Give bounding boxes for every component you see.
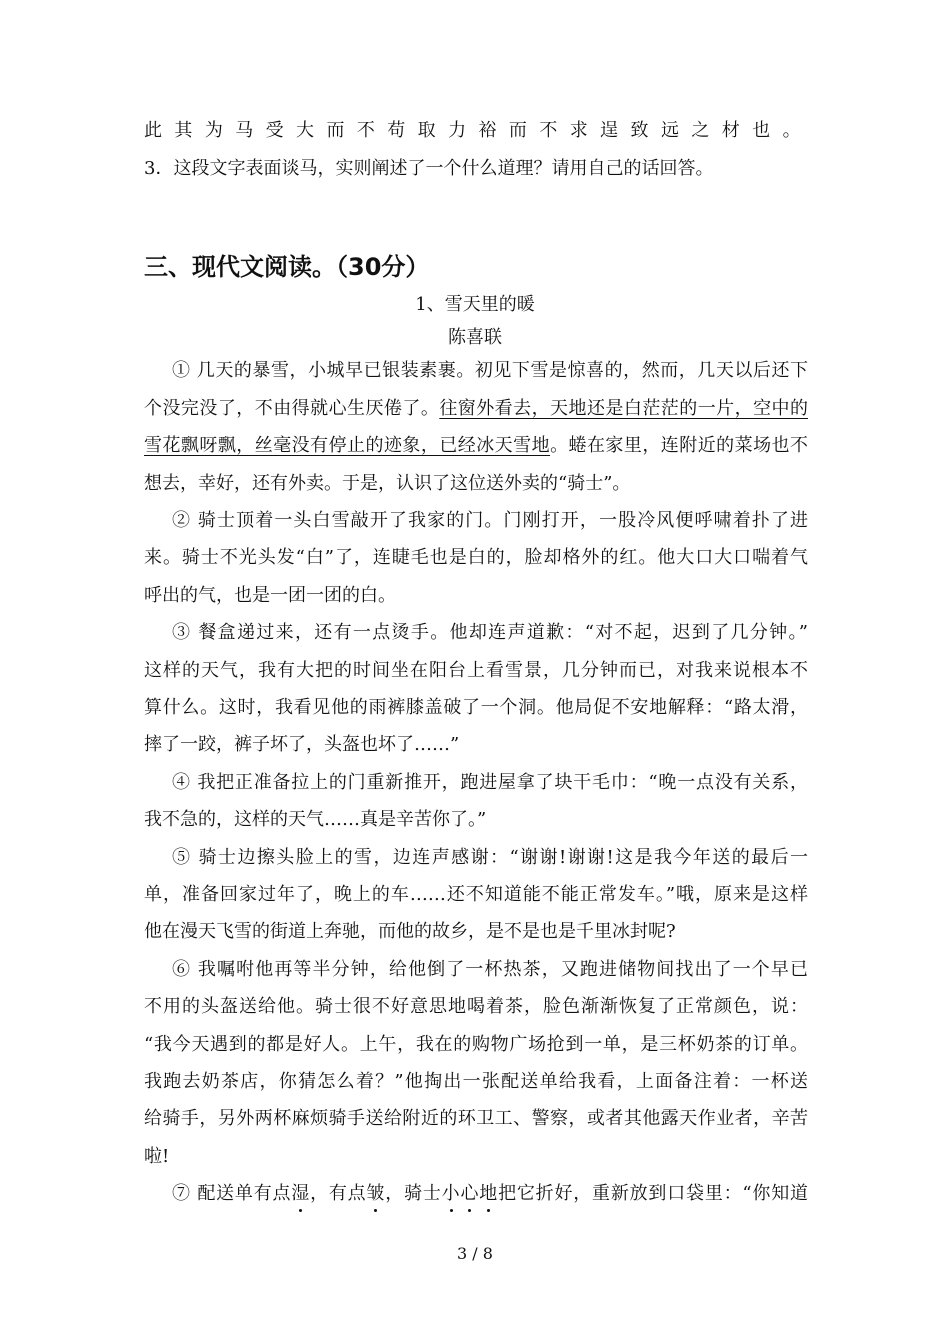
paragraph-line: 不用的头盔送给他。骑士很不好意思地喝着茶，脸色渐渐恢复了正常颜色，说： xyxy=(144,996,808,1017)
paragraph-line xyxy=(144,434,808,458)
paragraph-line: ④ 我把正准备拉上的门重新推开，跑进屋拿了块干毛巾：“晚一点没有关系， xyxy=(172,772,808,793)
paragraph-line: 摔了一跤，裤子坏了，头盔也坏了……” xyxy=(144,734,460,755)
text-run: 把它折好，重新放到口袋里：“你知道 xyxy=(498,1183,808,1204)
paragraph-line: 来。骑士不光头发“白”了，连睫毛也是白的，脸却格外的红。他大口大口喘着气 xyxy=(144,547,808,568)
underlined-sentence: 往窗外看去，天地还是白茫茫的一片，空中的 xyxy=(439,398,808,419)
paragraph-line xyxy=(144,397,808,421)
paragraph-line xyxy=(172,1182,808,1206)
paragraph-line: “我今天遇到的都是好人。上午，我在的购物广场抢到一单，是三杯奶茶的订单。 xyxy=(144,1034,808,1055)
paragraph-line: 想去，幸好，还有外卖。于是，认识了这位送外卖的“骑士”。 xyxy=(144,473,631,494)
paragraph-line: 我跑去奶茶店，你猜怎么着？”他掏出一张配送单给我看，上面备注着：一杯送 xyxy=(144,1071,808,1092)
paragraph-line: 我不急的，这样的天气……真是辛苦你了。” xyxy=(144,809,487,830)
passage-line: 此其为马受大而不苟取力裕而不求逞致远之材也。 xyxy=(144,120,808,141)
text-run: ，骑士 xyxy=(385,1183,442,1204)
article-title: 1、雪天里的暖 xyxy=(415,294,535,315)
text-run: ⑦ 配送单有点 xyxy=(172,1183,292,1204)
page-number: 3 / 8 xyxy=(457,1244,493,1263)
paragraph-line: 啦! xyxy=(144,1146,170,1167)
text-run: ，有点 xyxy=(310,1183,367,1204)
emphasis-char: 地 xyxy=(479,1183,499,1204)
paragraph-line: ② 骑士顶着一头白雪敲开了我家的门。门刚打开，一股冷风便呼啸着扑了进 xyxy=(172,510,808,531)
underlined-sentence: 雪花飘呀飘，丝毫没有停止的迹象，已经冰天雪地 xyxy=(144,435,551,456)
article-author: 陈喜联 xyxy=(448,327,502,348)
emphasis-char: 湿 xyxy=(291,1183,311,1204)
paragraph-line: 这样的天气，我有大把的时间坐在阳台上看雪景，几分钟而已，对我来说根本不 xyxy=(144,660,808,681)
paragraph-line: ⑥ 我嘱咐他再等半分钟，给他倒了一杯热茶，又跑进储物间找出了一个早已 xyxy=(172,959,808,980)
paragraph-line: 单，准备回家过年了，晚上的车……还不知道能不能正常发车。”哦，原来是这样 xyxy=(144,884,808,905)
paragraph-line: ③ 餐盒递过来，还有一点烫手。他却连声道歉：“对不起，迟到了几分钟。” xyxy=(172,622,808,643)
paragraph-line: ⑤ 骑士边擦头脸上的雪，边连声感谢：“谢谢!谢谢!这是我今年送的最后一 xyxy=(172,847,808,868)
paragraph-line: 他在漫天飞雪的街道上奔驰，而他的故乡，是不是也是千里冰封呢? xyxy=(144,921,676,942)
paragraph-line: 呼出的气，也是一团一团的白。 xyxy=(144,585,396,606)
emphasis-char: 皱 xyxy=(366,1183,386,1204)
emphasis-char: 小 xyxy=(441,1183,461,1204)
text-run: 。蜷在家里，连附近的菜场也不 xyxy=(550,435,809,456)
paragraph-line: 给骑手，另外两杯麻烦骑手送给附近的环卫工、警察，或者其他露天作业者，辛苦 xyxy=(144,1108,808,1129)
paragraph-line: 算什么。这时，我看见他的雨裤膝盖破了一个洞。他局促不安地解释：“路太滑， xyxy=(144,697,808,718)
section-heading: 三、现代文阅读。（30分） xyxy=(144,253,430,281)
text-run: 个没完没了，不由得就心生厌倦了。 xyxy=(144,398,440,419)
question-3: 3．这段文字表面谈马，实则阐述了一个什么道理？请用自己的话回答。 xyxy=(144,158,714,179)
emphasis-char: 心 xyxy=(460,1183,480,1204)
paragraph-line: ① 几天的暴雪，小城早已银装素裹。初见下雪是惊喜的，然而，几天以后还下 xyxy=(172,360,808,381)
